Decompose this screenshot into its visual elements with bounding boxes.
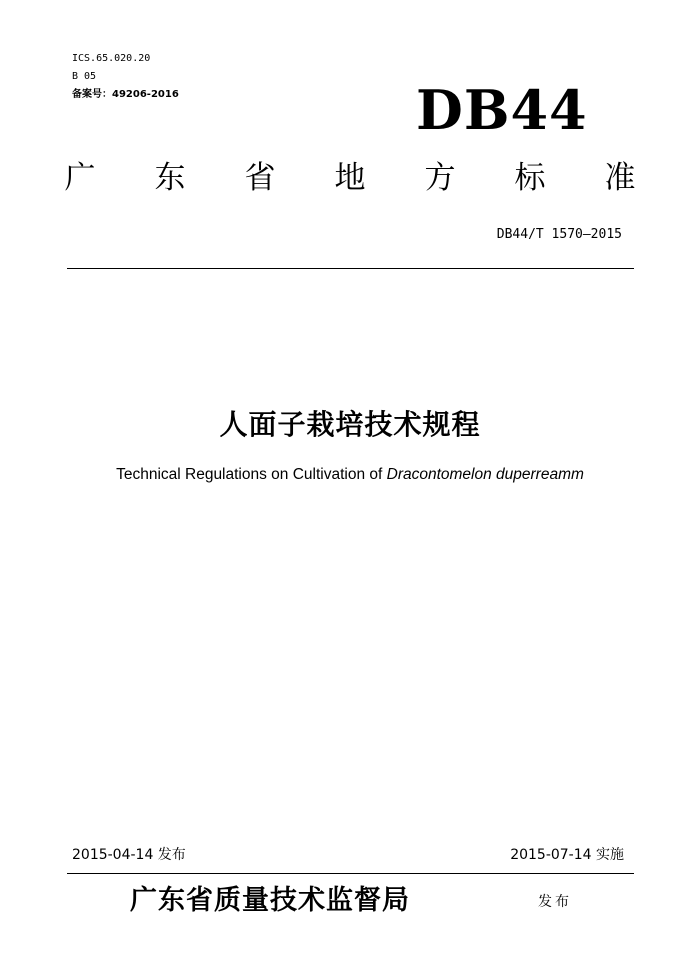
issuing-authority: 广东省质量技术监督局 (130, 885, 410, 916)
english-title (0, 465, 700, 485)
standard-type-char: 方 (424, 160, 456, 196)
ics-code: ICS.65.020.20 (72, 53, 151, 64)
issue-date: 2015-04-14 发布 (72, 847, 186, 863)
issuer-suffix: 发布 (538, 894, 572, 910)
top-divider (67, 268, 634, 269)
standard-type-heading (60, 158, 640, 198)
standard-type-char: 准 (604, 160, 636, 196)
standard-type-char: 广 (64, 160, 96, 196)
record-number: 备案号：49206-2016 (72, 89, 179, 100)
standard-type-char: 地 (334, 160, 366, 196)
standard-type-char: 省 (244, 160, 276, 196)
chinese-title: 人面子栽培技术规程 (219, 408, 481, 441)
bottom-divider (67, 873, 634, 874)
implementation-date: 2015-07-14 实施 (510, 847, 624, 863)
db-mark: DB44 (416, 78, 588, 142)
standard-type-char: 东 (154, 160, 186, 196)
standard-type-char: 标 (514, 160, 546, 196)
english-title-species: Dracontomelon duperreamm (386, 466, 584, 483)
ccs-code: B 05 (72, 71, 97, 82)
english-title-prefix: Technical Regulations on Cultivation of (116, 466, 387, 483)
standard-number: DB44/T 1570—2015 (496, 227, 622, 242)
